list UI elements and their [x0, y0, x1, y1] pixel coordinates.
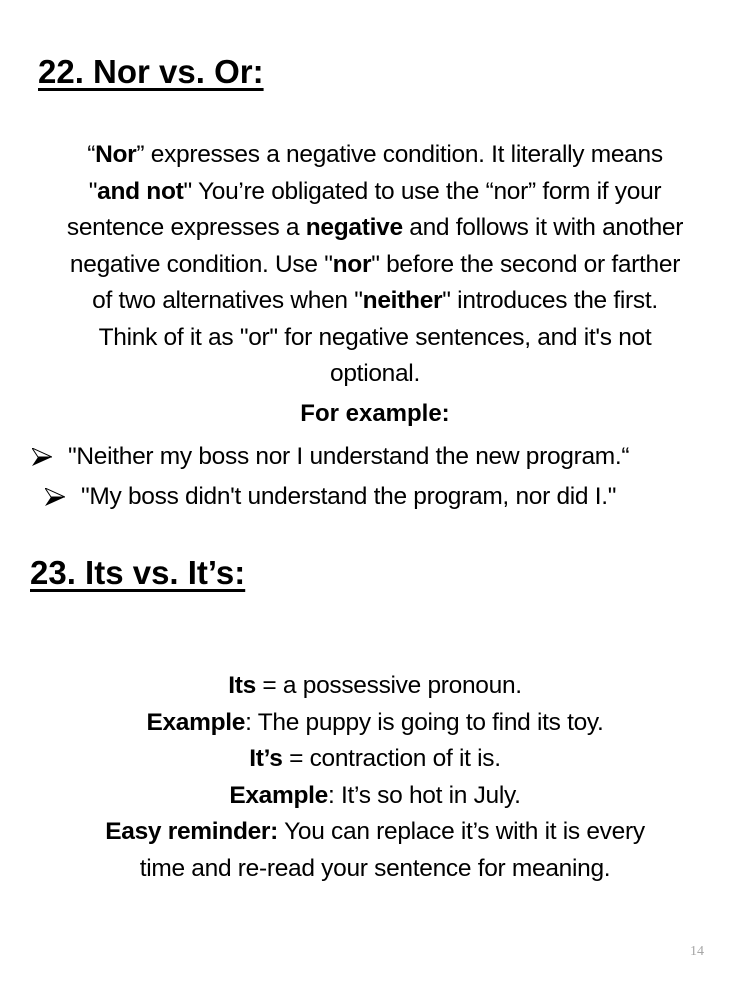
example-bullet-2	[45, 483, 616, 511]
paragraph-line: negative condition. Use "nor" before the second or farther	[69, 250, 681, 278]
page-number: 14	[690, 944, 704, 959]
paragraph-line: Easy reminder: You can replace it’s with it is every	[105, 818, 645, 845]
section-22-heading: 22. Nor vs. Or:	[38, 53, 264, 90]
arrowhead-bullet-icon	[32, 448, 52, 466]
paragraph-line: Example: It’s so hot in July.	[229, 781, 521, 809]
paragraph-line: "and not" You’re obligated to use the “nor” form if your	[88, 177, 662, 205]
paragraph-line: “Nor” expresses a negative condition. It literally means	[87, 141, 663, 168]
section-23-paragraph	[10, 668, 740, 887]
arrowhead-bullet-icon	[45, 488, 65, 506]
paragraph-line: time and re-read your sentence for meaning.	[139, 854, 611, 882]
paragraph-line: sentence expresses a negative and follows it with another	[66, 214, 684, 241]
for-example-label: For example:	[300, 400, 450, 427]
paragraph-line: Example: The puppy is going to find its toy.	[146, 708, 604, 736]
example-bullet-text: "Neither my boss nor I understand the new program.“	[68, 443, 630, 470]
paragraph-line: Think of it as "or" for negative sentences, and it's not	[98, 323, 652, 351]
paragraph-line: optional.	[330, 360, 420, 387]
paragraph-line: of two alternatives when "neither" introduces the first.	[92, 287, 658, 314]
section-22-paragraph	[10, 137, 740, 393]
paragraph-line: Its = a possessive pronoun.	[228, 672, 522, 699]
example-bullet-1	[32, 443, 629, 471]
paragraph-line: It’s = contraction of it is.	[249, 745, 501, 772]
example-bullet-text: "My boss didn't understand the program, nor did I."	[81, 483, 617, 510]
section-23-heading: 23. Its vs. It’s:	[30, 554, 246, 591]
